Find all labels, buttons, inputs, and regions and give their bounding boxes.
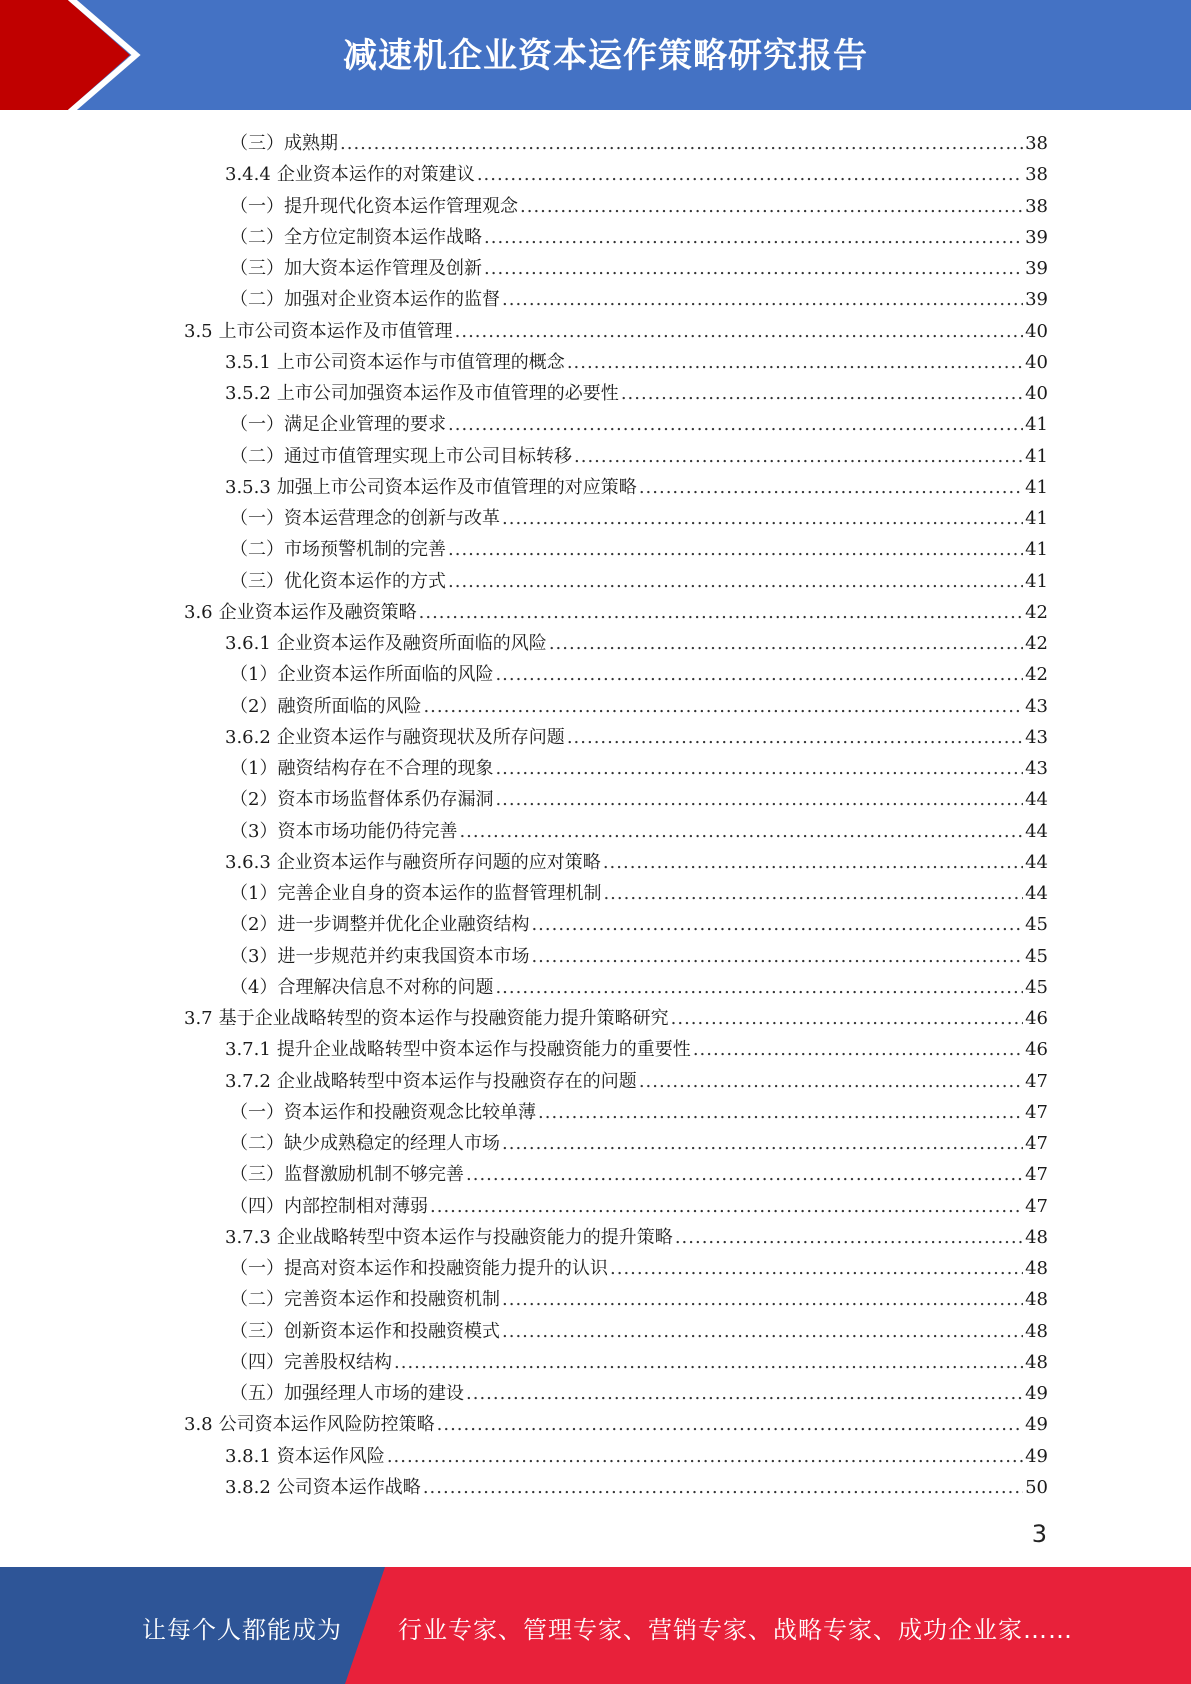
toc-entry[interactable] [184, 597, 1048, 628]
toc-entry-title: 基于企业战略转型的资本运作与投融资能力提升策略研究 [218, 1008, 669, 1029]
toc-entry-number: 3.8 [184, 1414, 213, 1436]
toc-entry[interactable] [225, 1034, 1048, 1065]
toc-entry-title: （二）全方位定制资本运作战略 [230, 226, 482, 248]
toc-entry[interactable] [230, 441, 1048, 472]
toc-entry-title: 资本运作风险 [276, 1445, 385, 1467]
toc-leader-dots [423, 1472, 1023, 1503]
toc-entry-page: 47 [1025, 1070, 1048, 1092]
toc-entry[interactable] [230, 1097, 1048, 1128]
toc-entry-title: 上市公司资本运作及市值管理 [218, 320, 453, 342]
toc-leader-dots [574, 441, 1023, 472]
toc-entry[interactable] [184, 316, 1048, 347]
toc-entry-page: 43 [1025, 758, 1048, 779]
toc-entry-page: 39 [1025, 258, 1048, 279]
toc-entry[interactable] [230, 972, 1048, 1003]
toc-entry-page: 40 [1025, 351, 1048, 373]
toc-leader-dots [459, 816, 1023, 847]
toc-entry[interactable] [225, 347, 1048, 378]
toc-entry-title: 提升企业战略转型中资本运作与投融资能力的重要性 [276, 1039, 691, 1061]
toc-entry[interactable] [230, 1378, 1048, 1409]
toc-entry-title: （二）通过市值管理实现上市公司目标转移 [230, 445, 572, 467]
toc-leader-dots [466, 1378, 1023, 1409]
toc-leader-dots [693, 1034, 1023, 1065]
toc-entry-page: 44 [1025, 851, 1048, 873]
toc-entry-number: 3.5.3 [225, 476, 271, 498]
toc-leader-dots [621, 378, 1023, 409]
toc-entry-page: 41 [1025, 445, 1048, 467]
toc-leader-dots [549, 628, 1023, 659]
toc-entry-page: 44 [1025, 820, 1048, 842]
toc-entry-title: （四）完善股权结构 [230, 1351, 392, 1373]
toc-entry-number: 3.7.2 [225, 1070, 271, 1092]
toc-entry-title: 公司资本运作风险防控策略 [218, 1414, 435, 1436]
toc-entry-page: 48 [1025, 1226, 1048, 1248]
toc-entry-title: 公司资本运作战略 [276, 1476, 421, 1498]
toc-entry-page: 42 [1025, 601, 1048, 623]
page-footer [0, 1567, 1191, 1684]
toc-entry[interactable] [230, 128, 1048, 159]
toc-entry[interactable] [225, 472, 1048, 503]
toc-entry[interactable] [225, 1066, 1048, 1097]
toc-leader-dots [495, 784, 1023, 815]
toc-entry[interactable] [230, 253, 1048, 284]
toc-entry[interactable] [230, 878, 1048, 909]
report-title: 减速机企业资本运作策略研究报告 [343, 36, 868, 76]
toc-entry-number: 3.7 [184, 1008, 213, 1029]
toc-entry-title: （三）优化资本运作的方式 [230, 570, 446, 592]
toc-entry-title: 企业战略转型中资本运作与投融资能力的提升策略 [276, 1226, 673, 1248]
toc-leader-dots [466, 1159, 1023, 1190]
toc-leader-dots [495, 659, 1023, 690]
toc-entry-page: 47 [1025, 1195, 1048, 1217]
toc-leader-dots [671, 1003, 1023, 1034]
toc-leader-dots [567, 722, 1023, 753]
toc-entry-page: 45 [1025, 945, 1048, 967]
toc-entry[interactable] [230, 1347, 1048, 1378]
toc-entry-page: 44 [1025, 883, 1048, 904]
toc-entry-title: （2）融资所面临的风险 [230, 695, 422, 717]
toc-entry-number: 3.7.1 [225, 1039, 271, 1061]
toc-leader-dots [495, 972, 1023, 1003]
toc-leader-dots [484, 253, 1023, 284]
toc-entry-title: （五）加强经理人市场的建设 [230, 1383, 464, 1404]
toc-entry-page: 39 [1025, 289, 1048, 311]
toc-leader-dots [502, 1128, 1023, 1159]
toc-entry[interactable] [230, 1253, 1048, 1284]
toc-entry-page: 41 [1025, 508, 1048, 529]
toc-entry-title: 企业资本运作及融资策略 [218, 601, 417, 623]
toc-leader-dots [531, 941, 1023, 972]
toc-entry-page: 49 [1025, 1445, 1048, 1467]
toc-entry-number: 3.6.1 [225, 633, 271, 654]
toc-entry-number: 3.6.2 [225, 726, 271, 748]
toc-entry-page: 47 [1025, 1164, 1048, 1186]
footer-slogan-right: 行业专家、管理专家、营销专家、战略专家、成功企业家…… [398, 1616, 1073, 1644]
toc-leader-dots [477, 159, 1023, 190]
toc-entry[interactable] [225, 159, 1048, 190]
toc-entry-number: 3.7.3 [225, 1226, 271, 1248]
toc-entry-page: 46 [1025, 1039, 1048, 1061]
toc-leader-dots [448, 409, 1023, 440]
toc-entry[interactable] [230, 222, 1048, 253]
toc-leader-dots [419, 597, 1023, 628]
toc-entry-title: （一）满足企业管理的要求 [230, 414, 446, 436]
toc-entry[interactable] [230, 753, 1048, 784]
toc-entry-page: 45 [1025, 914, 1048, 936]
toc-entry-title: （1）融资结构存在不合理的现象 [230, 758, 494, 779]
toc-leader-dots [639, 472, 1023, 503]
toc-entry-page: 47 [1025, 1133, 1048, 1154]
toc-entry-title: （2）资本市场监督体系仍存漏洞 [230, 789, 494, 811]
toc-entry-page: 40 [1025, 383, 1048, 404]
toc-entry-title: 企业资本运作与融资所存问题的应对策略 [276, 851, 601, 873]
toc-entry-title: （三）成熟期 [230, 133, 338, 154]
toc-entry[interactable] [230, 566, 1048, 597]
toc-entry[interactable] [230, 1284, 1048, 1315]
toc-entry-title: 上市公司加强资本运作及市值管理的必要性 [276, 383, 619, 404]
toc-entry-page: 48 [1025, 1258, 1048, 1279]
toc-entry-page: 48 [1025, 1289, 1048, 1311]
toc-entry-page: 44 [1025, 789, 1048, 811]
toc-entry-page: 49 [1025, 1414, 1048, 1436]
toc-leader-dots [531, 909, 1023, 940]
toc-entry[interactable] [225, 847, 1048, 878]
toc-entry-page: 38 [1025, 133, 1048, 154]
toc-entry-title: 企业战略转型中资本运作与投融资存在的问题 [276, 1070, 637, 1092]
toc-entry-title: （1）完善企业自身的资本运作的监督管理机制 [230, 883, 602, 904]
toc-entry-title: （一）资本运营理念的创新与改革 [230, 508, 500, 529]
toc-leader-dots [437, 1409, 1023, 1440]
toc-entry[interactable] [225, 628, 1048, 659]
toc-leader-dots [502, 284, 1023, 315]
toc-entry-page: 47 [1025, 1101, 1048, 1123]
toc-entry-number: 3.6 [184, 601, 213, 623]
toc-leader-dots [448, 534, 1023, 565]
toc-entry-page: 46 [1025, 1008, 1048, 1029]
toc-entry-title: 上市公司资本运作与市值管理的概念 [276, 351, 565, 373]
toc-entry-title: 加强上市公司资本运作及市值管理的对应策略 [276, 476, 637, 498]
toc-entry[interactable] [230, 534, 1048, 565]
toc-entry-number: 3.5.1 [225, 351, 271, 373]
toc-entry-title: （四）内部控制相对薄弱 [230, 1195, 428, 1217]
toc-entry[interactable] [225, 1222, 1048, 1253]
toc-entry[interactable] [230, 409, 1048, 440]
toc-leader-dots [455, 316, 1023, 347]
toc-entry-title: （3）资本市场功能仍待完善 [230, 820, 458, 842]
toc-entry-title: （二）缺少成熟稳定的经理人市场 [230, 1133, 500, 1154]
toc-entry[interactable] [230, 659, 1048, 690]
toc-entry-number: 3.6.3 [225, 851, 271, 873]
toc-entry-title: （3）进一步规范并约束我国资本市场 [230, 945, 530, 967]
toc-entry-number: 3.4.4 [225, 164, 271, 186]
page-header [0, 0, 1191, 110]
toc-entry[interactable] [230, 691, 1048, 722]
toc-leader-dots [567, 347, 1023, 378]
toc-leader-dots [502, 1316, 1023, 1347]
toc-entry[interactable] [225, 1472, 1048, 1503]
toc-entry-page: 39 [1025, 226, 1048, 248]
toc-leader-dots [502, 1284, 1023, 1315]
toc-leader-dots [394, 1347, 1023, 1378]
toc-entry-page: 42 [1025, 633, 1048, 654]
toc-entry[interactable] [230, 284, 1048, 315]
toc-entry[interactable] [230, 503, 1048, 534]
toc-entry-title: （二）完善资本运作和投融资机制 [230, 1289, 500, 1311]
toc-entry[interactable] [225, 722, 1048, 753]
toc-entry-number: 3.8.1 [225, 1445, 271, 1467]
toc-entry-number: 3.5 [184, 320, 213, 342]
toc-entry[interactable] [225, 1441, 1048, 1472]
toc-entry-page: 41 [1025, 539, 1048, 561]
toc-entry-title: （1）企业资本运作所面临的风险 [230, 664, 494, 686]
toc-entry-page: 38 [1025, 164, 1048, 186]
toc-entry[interactable] [184, 1003, 1048, 1034]
toc-entry-page: 40 [1025, 320, 1048, 342]
toc-leader-dots [502, 503, 1023, 534]
toc-entry-page: 41 [1025, 476, 1048, 498]
toc-entry[interactable] [230, 1316, 1048, 1347]
toc-leader-dots [639, 1066, 1023, 1097]
toc-entry-page: 41 [1025, 414, 1048, 436]
toc-entry-page: 41 [1025, 570, 1048, 592]
toc-leader-dots [603, 847, 1023, 878]
toc-entry-title: 企业资本运作的对策建议 [276, 164, 475, 186]
toc-entry-title: 企业资本运作与融资现状及所存问题 [276, 726, 565, 748]
toc-leader-dots [423, 691, 1023, 722]
page-number: 3 [1031, 1520, 1047, 1548]
toc-entry-title: （一）提升现代化资本运作管理观念 [230, 195, 518, 217]
toc-entry-page: 48 [1025, 1351, 1048, 1373]
toc-entry-title: （三）加大资本运作管理及创新 [230, 258, 482, 279]
toc-leader-dots [675, 1222, 1023, 1253]
toc-leader-dots [495, 753, 1023, 784]
toc-entry-page: 45 [1025, 976, 1048, 998]
toc-entry[interactable] [225, 378, 1048, 409]
toc-entry-page: 49 [1025, 1383, 1048, 1404]
toc-entry[interactable] [230, 1128, 1048, 1159]
toc-leader-dots [387, 1441, 1023, 1472]
toc-leader-dots [603, 878, 1023, 909]
toc-entry-title: （2）进一步调整并优化企业融资结构 [230, 914, 530, 936]
toc-entry[interactable] [230, 1159, 1048, 1190]
toc-entry-number: 3.8.2 [225, 1476, 271, 1498]
toc-entry-title: （三）监督激励机制不够完善 [230, 1164, 464, 1186]
toc-entry[interactable] [230, 1191, 1048, 1222]
toc-entry-title: （二）加强对企业资本运作的监督 [230, 289, 500, 311]
toc-entry-page: 43 [1025, 695, 1048, 717]
toc-entry-number: 3.5.2 [225, 383, 271, 404]
toc-leader-dots [538, 1097, 1023, 1128]
toc-entry-page: 43 [1025, 726, 1048, 748]
toc-entry[interactable] [230, 941, 1048, 972]
toc-entry[interactable] [230, 784, 1048, 815]
toc-leader-dots [610, 1253, 1023, 1284]
toc-entry-page: 50 [1025, 1476, 1048, 1498]
toc-entry-title: （4）合理解决信息不对称的问题 [230, 976, 494, 998]
toc-entry[interactable] [184, 1409, 1048, 1440]
toc-entry-page: 38 [1025, 195, 1048, 217]
toc-entry-title: （二）市场预警机制的完善 [230, 539, 446, 561]
toc-leader-dots [340, 128, 1023, 159]
toc-entry-page: 42 [1025, 664, 1048, 686]
toc-entry-title: 企业资本运作及融资所面临的风险 [276, 633, 547, 654]
toc-entry-page: 48 [1025, 1320, 1048, 1342]
toc-entry[interactable] [230, 909, 1048, 940]
toc-entry[interactable] [230, 191, 1048, 222]
toc-leader-dots [430, 1191, 1023, 1222]
toc-leader-dots [448, 566, 1023, 597]
toc-leader-dots [520, 191, 1023, 222]
toc-entry-title: （三）创新资本运作和投融资模式 [230, 1320, 500, 1342]
footer-slogan-left: 让每个人都能成为 [142, 1616, 342, 1644]
toc-entry-title: （一）资本运作和投融资观念比较单薄 [230, 1101, 536, 1123]
toc-leader-dots [484, 222, 1023, 253]
toc-entry-title: （一）提高对资本运作和投融资能力提升的认识 [230, 1258, 608, 1279]
toc-entry[interactable] [230, 816, 1048, 847]
